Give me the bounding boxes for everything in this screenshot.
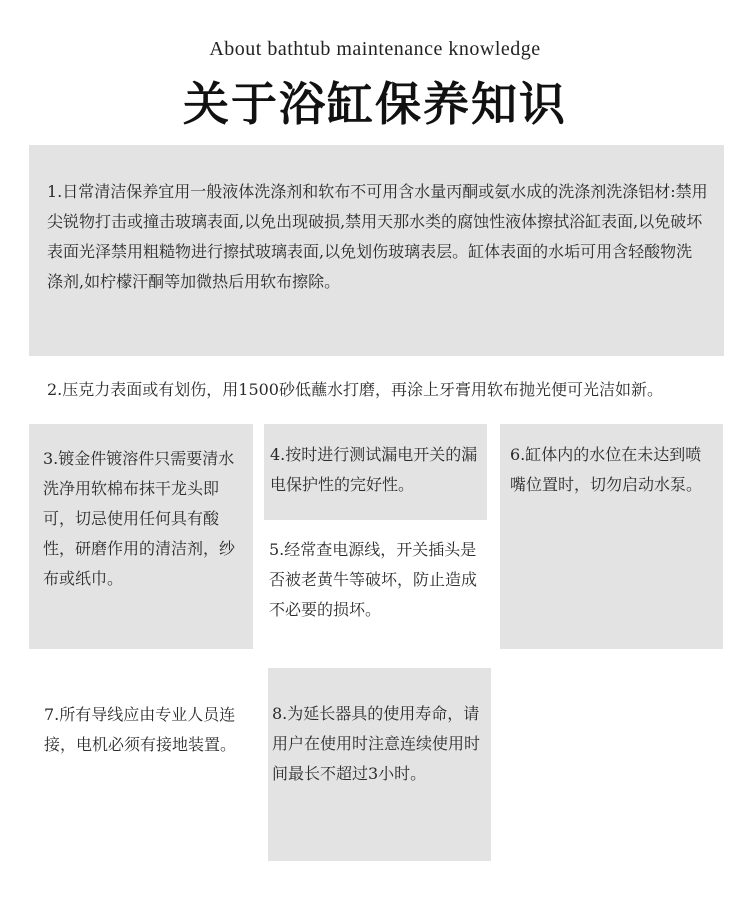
tip-card-1 [29,145,724,356]
tip-card-6 [500,424,723,649]
english-subtitle: About bathtub maintenance knowledge [209,38,541,60]
tip-text-6: 6.缸体内的水位在未达到喷嘴位置时，切勿启动水泵。 [510,445,703,494]
tip-text-3: 3.镀金件镀溶件只需要清水洗净用软棉布抹干龙头即可，切忌使用任何具有酸性，研磨作用的清洁剂，纱布或纸巾。 [43,449,236,588]
page-title: 关于浴缸保养知识 [183,77,567,131]
tip-text-4: 4.按时进行测试漏电开关的漏电保护性的完好性。 [270,445,478,494]
tip-text-1: 1.日常清洁保养宜用一般液体洗涤剂和软布不可用含水量丙酮或氨水成的洗涤剂洗涤铝材:禁用尖锐物打击或撞击玻璃表面,以免出现破损,禁用天那水类的腐蚀性液体擦拭浴缸表面,以免破坏表面光泽禁用粗糙物进行擦拭玻璃表面,以免划伤玻璃表层。缸体表面的水垢可用含轻酸物洗涤剂,如柠檬汗酮等加微热后用软布擦除。 [47,182,708,291]
tip-text-2: 2.压克力表面或有划伤，用1500砂低蘸水打磨，再涂上牙膏用软布抛光便可光洁如新。 [47,380,663,399]
tip-card-4 [264,424,487,520]
tip-text-7: 7.所有导线应由专业人员连接，电机必须有接地装置。 [44,705,237,754]
tip-card-8 [268,668,491,861]
tip-text-5: 5.经常查电源线，开关插头是否被老黄牛等破坏，防止造成不必要的损坏。 [269,540,478,619]
tip-text-8: 8.为延长器具的使用寿命，请用户在使用时注意连续使用时间最长不超过3小时。 [272,704,481,783]
tip-card-3 [29,424,253,649]
